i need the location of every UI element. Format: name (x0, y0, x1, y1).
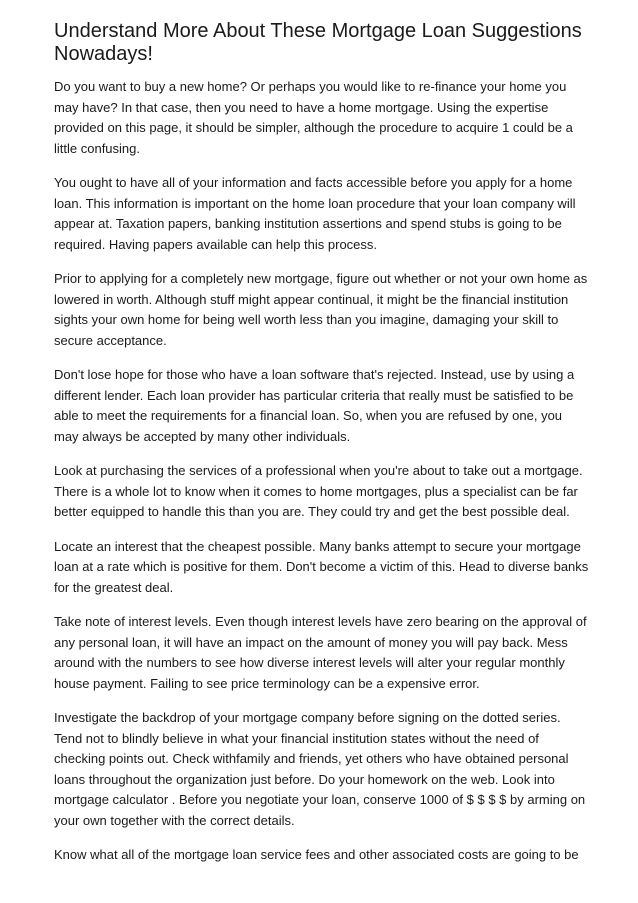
document-page (54, 20, 589, 866)
paragraph: Know what all of the mortgage loan service fees and other associated costs are going to be (54, 847, 579, 862)
document-body (54, 77, 589, 866)
paragraph: Investigate the backdrop of your mortgage company before signing on the dotted series. Tend not to blindly believe in what your financial institution states without the need of checking points out. Check withfamily and friends, yet others who have obtained personal loans throughout the organization just before. Do your homework on the web. Look into mortgage calculator . Before you negotiate your loan, conserve 1000 of $ $ $ $ by arming on your own together with the correct details. (54, 710, 586, 828)
paragraph: Do you want to buy a new home? Or perhaps you would like to re-finance your home you may have? In that case, then you need to have a home mortgage. Using the expertise provided on this page, it should be simpler, although the procedure to acquire 1 could be a little confusing. (54, 79, 573, 156)
document-title: Understand More About These Mortgage Loan Suggestions Nowadays! (54, 20, 582, 65)
paragraph: Prior to applying for a completely new mortgage, figure out whether or not your own home as lowered in worth. Although stuff might appear continual, it might be the financial institution sights your own home for being well worth less than you imagine, damaging your skill to secure acceptance. (54, 271, 588, 348)
paragraph: Don't lose hope for those who have a loan software that's rejected. Instead, use by using a different lender. Each loan provider has particular criteria that really must be satisfied to be able to meet the requirements for a financial loan. So, when you are refused by one, you may always be accepted by many other individuals. (54, 367, 575, 444)
paragraph: Take note of interest levels. Even though interest levels have zero bearing on the approval of any personal loan, it will have an impact on the amount of money you will pay back. Mess around with the numbers to see how diverse interest levels will alter your regular monthly house payment. Failing to see price terminology can be a expensive error. (54, 614, 587, 691)
paragraph: Locate an interest that the cheapest possible. Many banks attempt to secure your mortgage loan at a rate which is positive for them. Don't become a victim of this. Head to diverse banks for the greatest deal. (54, 538, 589, 595)
paragraph: Look at purchasing the services of a professional when you're about to take out a mortgage. There is a whole lot to know when it comes to home mortgages, plus a specialist can be far better equipped to handle this than you are. They could try and get the best possible deal. (54, 463, 583, 519)
paragraph: You ought to have all of your information and facts accessible before you apply for a home loan. This information is important on the home loan procedure that your loan company will appear at. Taxation papers, banking institution assertions and spend stubs is going to be required. Having papers available can help this process. (54, 175, 576, 252)
